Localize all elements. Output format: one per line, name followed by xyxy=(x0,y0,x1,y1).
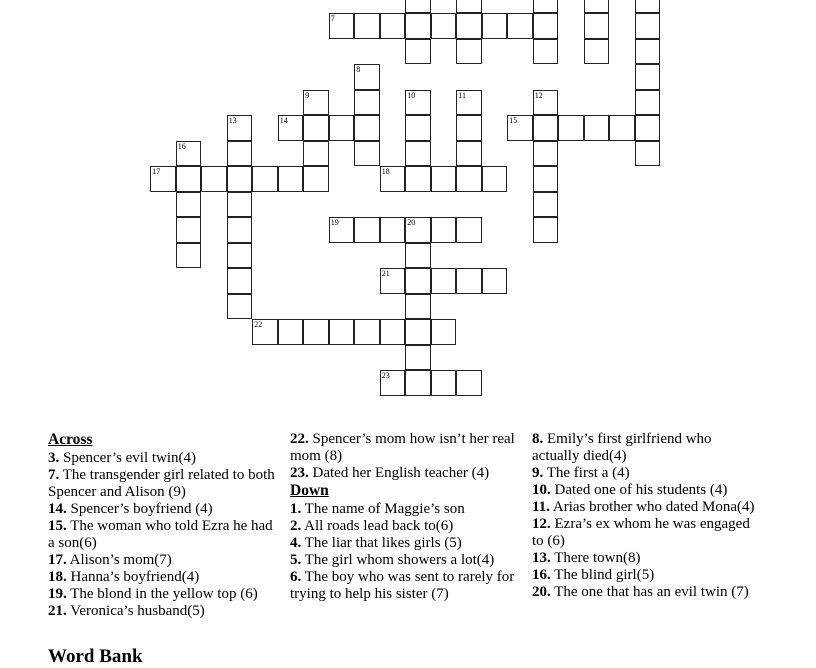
down-clue xyxy=(532,516,762,550)
clue-number: 8 xyxy=(356,65,361,75)
clue-number-label: 6. xyxy=(290,569,302,585)
clue-number-label: 16. xyxy=(532,567,551,583)
grid-cell[interactable] xyxy=(533,13,559,39)
clue-number: 23 xyxy=(381,371,390,381)
grid-cell[interactable] xyxy=(533,0,559,13)
grid-cell[interactable] xyxy=(482,166,508,192)
grid-cell[interactable] xyxy=(405,141,431,167)
clue-number-label: 7. xyxy=(48,467,60,483)
grid-cell[interactable] xyxy=(635,64,661,90)
grid-cell[interactable] xyxy=(456,90,482,116)
clue-number-label: 18. xyxy=(48,569,67,585)
clue-number: 14 xyxy=(279,116,288,126)
clue-number-label: 21. xyxy=(48,603,67,619)
grid-cell[interactable] xyxy=(635,0,661,13)
grid-cell[interactable] xyxy=(176,141,202,167)
grid-cell[interactable] xyxy=(405,370,431,396)
grid-cell[interactable] xyxy=(482,13,508,39)
grid-cell[interactable] xyxy=(456,217,482,243)
grid-cell[interactable] xyxy=(354,13,380,39)
across-clue xyxy=(48,467,280,501)
clue-text: The one that has an evil twin (7) xyxy=(550,584,749,600)
clue-number-label: 1. xyxy=(290,501,302,517)
clue-text: Dated one of his students (4) xyxy=(550,482,728,498)
grid-cell[interactable] xyxy=(354,64,380,90)
clue-number: 16 xyxy=(177,141,186,151)
grid-cell[interactable] xyxy=(303,319,329,345)
across-clue xyxy=(290,431,526,465)
grid-cell[interactable] xyxy=(354,115,380,141)
across-clue xyxy=(48,586,280,603)
grid-cell[interactable] xyxy=(584,115,610,141)
grid-cell[interactable] xyxy=(533,166,559,192)
grid-cell[interactable] xyxy=(405,345,431,371)
clue-number: 12 xyxy=(534,90,543,100)
grid-cell[interactable] xyxy=(456,39,482,65)
grid-cell[interactable] xyxy=(533,192,559,218)
clue-number: 11 xyxy=(458,90,466,100)
grid-cell[interactable] xyxy=(431,166,457,192)
grid-cell[interactable] xyxy=(533,141,559,167)
down-clue xyxy=(532,550,762,567)
clue-number-label: 17. xyxy=(48,552,67,568)
grid-cell[interactable] xyxy=(303,166,329,192)
grid-cell[interactable] xyxy=(405,13,431,39)
grid-cell[interactable] xyxy=(533,115,559,141)
grid-cell[interactable] xyxy=(303,141,329,167)
grid-cell[interactable] xyxy=(176,217,202,243)
grid-cell[interactable] xyxy=(176,243,202,269)
clue-number-label: 12. xyxy=(532,516,551,532)
clue-number-label: 19. xyxy=(48,586,67,602)
clues-column-1 xyxy=(48,431,280,620)
across-clue xyxy=(290,465,526,482)
grid-cell[interactable] xyxy=(354,319,380,345)
down-clue xyxy=(290,552,526,569)
across-clue xyxy=(48,450,280,467)
clue-text: The blind girl(5) xyxy=(550,567,655,583)
clue-number-label: 14. xyxy=(48,501,67,517)
clues-column-3 xyxy=(532,431,762,601)
clue-number-label: 15. xyxy=(48,518,67,534)
grid-cell[interactable] xyxy=(176,192,202,218)
clue-text: The name of Maggie’s son xyxy=(301,501,465,517)
grid-cell[interactable] xyxy=(329,115,355,141)
grid-cell[interactable] xyxy=(431,268,457,294)
clue-number-label: 4. xyxy=(290,535,302,551)
clue-text: Hanna’s boyfriend(4) xyxy=(66,569,200,585)
grid-cell[interactable] xyxy=(405,319,431,345)
clue-text: The girl whom showers a lot(4) xyxy=(301,552,495,568)
grid-cell[interactable] xyxy=(176,166,202,192)
clue-number: 20 xyxy=(407,218,416,228)
clue-text: Spencer’s evil twin(4) xyxy=(59,450,197,466)
clue-number: 13 xyxy=(228,116,237,126)
clue-number-label: 2. xyxy=(290,518,302,534)
clue-number-label: 5. xyxy=(290,552,302,568)
clue-text: All roads lead back to(6) xyxy=(301,518,454,534)
grid-cell[interactable] xyxy=(227,141,253,167)
grid-cell[interactable] xyxy=(431,319,457,345)
clue-number: 10 xyxy=(407,90,416,100)
grid-cell[interactable] xyxy=(431,217,457,243)
grid-cell[interactable] xyxy=(303,90,329,116)
grid-cell[interactable] xyxy=(635,115,661,141)
grid-cell[interactable] xyxy=(482,268,508,294)
clue-text: The boy who was sent to rarely for trying to help his sister (7) xyxy=(290,569,515,602)
grid-cell[interactable] xyxy=(354,90,380,116)
grid-cell[interactable] xyxy=(431,370,457,396)
grid-cell[interactable] xyxy=(405,217,431,243)
grid-cell[interactable] xyxy=(227,192,253,218)
across-heading: Across xyxy=(48,431,93,448)
grid-cell[interactable] xyxy=(456,115,482,141)
grid-cell[interactable] xyxy=(456,141,482,167)
clue-text: The woman who told Ezra he had a son(6) xyxy=(48,518,273,551)
grid-cell[interactable] xyxy=(584,39,610,65)
down-clue xyxy=(532,482,762,499)
grid-cell[interactable] xyxy=(303,115,329,141)
grid-cell[interactable] xyxy=(380,319,406,345)
grid-cell[interactable] xyxy=(405,294,431,320)
clue-number-label: 3. xyxy=(48,450,60,466)
clue-text: Veronica’s husband(5) xyxy=(66,603,205,619)
clue-number-label: 11. xyxy=(532,499,550,515)
clue-text: There town(8) xyxy=(550,550,641,566)
down-clue xyxy=(290,535,526,552)
across-clue xyxy=(48,518,280,552)
clue-number-label: 23. xyxy=(290,465,309,481)
clue-number-label: 9. xyxy=(532,465,544,481)
grid-cell[interactable] xyxy=(227,294,253,320)
grid-cell[interactable] xyxy=(354,217,380,243)
grid-cell[interactable] xyxy=(584,0,610,13)
grid-cell[interactable] xyxy=(278,115,304,141)
down-clue xyxy=(290,518,526,535)
clue-number-label: 13. xyxy=(532,550,551,566)
grid-cell[interactable] xyxy=(405,268,431,294)
grid-cell[interactable] xyxy=(456,13,482,39)
grid-cell[interactable] xyxy=(150,166,176,192)
grid-cell[interactable] xyxy=(456,268,482,294)
grid-cell[interactable] xyxy=(584,13,610,39)
clue-number-label: 10. xyxy=(532,482,551,498)
grid-cell[interactable] xyxy=(329,13,355,39)
grid-cell[interactable] xyxy=(380,268,406,294)
grid-cell[interactable] xyxy=(507,115,533,141)
grid-cell[interactable] xyxy=(380,370,406,396)
grid-cell[interactable] xyxy=(405,115,431,141)
clue-number: 22 xyxy=(254,320,263,330)
clue-text: The liar that likes girls (5) xyxy=(301,535,462,551)
grid-cell[interactable] xyxy=(507,13,533,39)
grid-cell[interactable] xyxy=(227,166,253,192)
clues-column-2 xyxy=(290,431,526,603)
grid-cell[interactable] xyxy=(635,90,661,116)
grid-cell[interactable] xyxy=(558,115,584,141)
grid-cell[interactable] xyxy=(227,217,253,243)
clue-text: Spencer’s boyfriend (4) xyxy=(66,501,213,517)
grid-cell[interactable] xyxy=(227,115,253,141)
clue-text: The transgender girl related to both Spencer and Alison (9) xyxy=(48,467,275,500)
clue-text: Spencer’s mom how isn’t her real mom (8) xyxy=(290,431,515,464)
word-bank-heading: Word Bank xyxy=(48,646,143,667)
clue-number-label: 8. xyxy=(532,431,544,447)
clue-text: Arias brother who dated Mona(4) xyxy=(549,499,755,515)
grid-cell[interactable] xyxy=(329,217,355,243)
grid-cell[interactable] xyxy=(252,166,278,192)
down-clue xyxy=(532,567,762,584)
grid-cell[interactable] xyxy=(456,166,482,192)
grid-cell[interactable] xyxy=(431,13,457,39)
grid-cell[interactable] xyxy=(635,141,661,167)
grid-cell[interactable] xyxy=(329,319,355,345)
grid-cell[interactable] xyxy=(380,217,406,243)
clue-number: 19 xyxy=(330,218,339,228)
clue-number: 21 xyxy=(381,269,390,279)
clue-number: 18 xyxy=(381,167,390,177)
grid-cell[interactable] xyxy=(278,319,304,345)
grid-cell[interactable] xyxy=(227,243,253,269)
across-clue xyxy=(48,603,280,620)
across-clue xyxy=(48,552,280,569)
clue-text: Ezra’s ex whom he was engaged to (6) xyxy=(532,516,750,549)
grid-cell[interactable] xyxy=(405,39,431,65)
clue-number-label: 20. xyxy=(532,584,551,600)
down-clue xyxy=(532,584,762,601)
clue-number: 15 xyxy=(509,116,518,126)
grid-cell[interactable] xyxy=(405,166,431,192)
grid-cell[interactable] xyxy=(405,0,431,13)
down-clue xyxy=(532,499,762,516)
grid-cell[interactable] xyxy=(227,268,253,294)
grid-cell[interactable] xyxy=(609,115,635,141)
clue-text: Emily’s first girlfriend who actually died(4) xyxy=(532,431,712,464)
down-clue xyxy=(532,431,762,465)
down-clue xyxy=(290,569,526,603)
clue-text: The blond in the yellow top (6) xyxy=(66,586,258,602)
grid-cell[interactable] xyxy=(635,13,661,39)
down-clue xyxy=(290,501,526,518)
clue-number: 9 xyxy=(305,90,310,100)
down-clue xyxy=(532,465,762,482)
across-clue xyxy=(48,501,280,518)
clue-text: The first a (4) xyxy=(543,465,630,481)
grid-cell[interactable] xyxy=(354,141,380,167)
clue-text: Dated her English teacher (4) xyxy=(308,465,490,481)
grid-cell[interactable] xyxy=(405,243,431,269)
grid-cell[interactable] xyxy=(380,166,406,192)
clue-number-label: 22. xyxy=(290,431,309,447)
grid-cell[interactable] xyxy=(405,90,431,116)
grid-cell[interactable] xyxy=(533,217,559,243)
grid-cell[interactable] xyxy=(533,39,559,65)
grid-cell[interactable] xyxy=(456,370,482,396)
grid-cell[interactable] xyxy=(278,166,304,192)
grid-cell[interactable] xyxy=(252,319,278,345)
across-clue xyxy=(48,569,280,586)
clue-number: 7 xyxy=(330,14,335,24)
clue-number: 17 xyxy=(152,167,161,177)
down-heading: Down xyxy=(290,482,329,499)
grid-cell[interactable] xyxy=(380,13,406,39)
grid-cell[interactable] xyxy=(635,39,661,65)
grid-cell[interactable] xyxy=(533,90,559,116)
grid-cell[interactable] xyxy=(201,166,227,192)
grid-cell[interactable] xyxy=(456,0,482,13)
clue-text: Alison’s mom(7) xyxy=(66,552,172,568)
